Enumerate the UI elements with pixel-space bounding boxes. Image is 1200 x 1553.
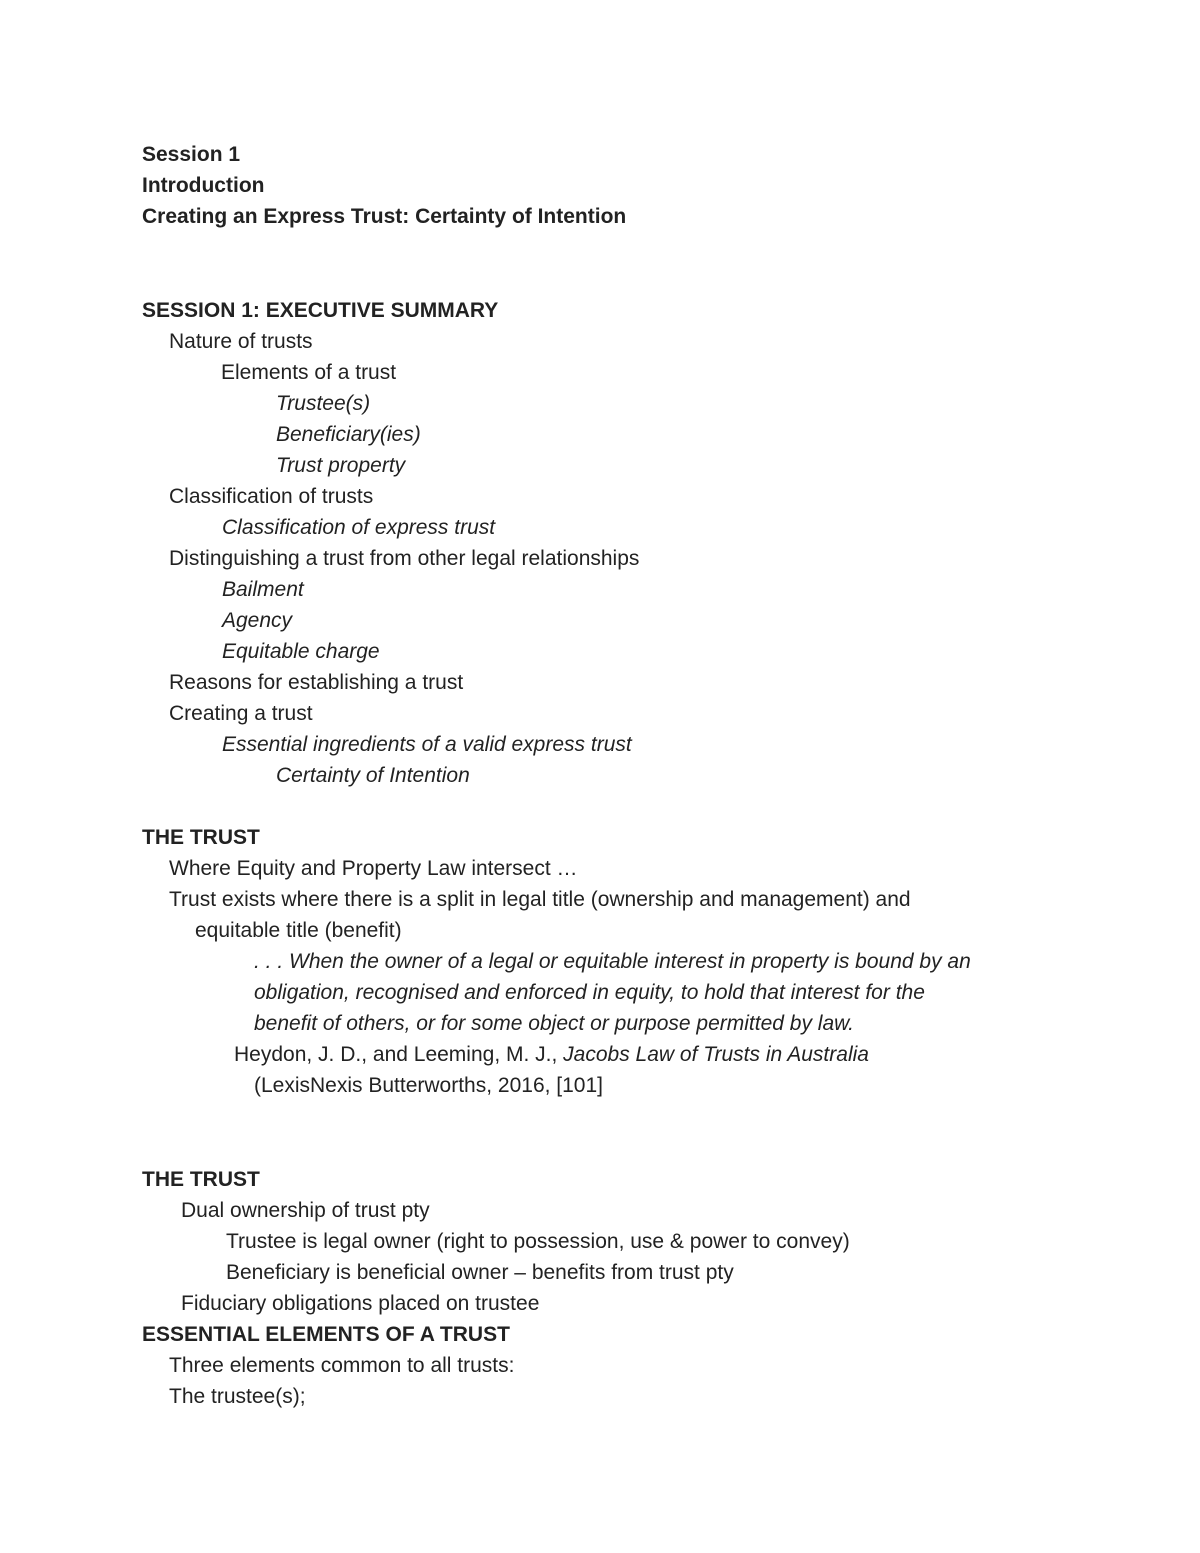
section-heading-the-trust: THE TRUST xyxy=(142,1168,260,1191)
session-heading: Session 1 xyxy=(142,143,241,166)
topic-heading: Creating an Express Trust: Certainty of Intention xyxy=(142,205,627,228)
body-text: Dual ownership of trust pty xyxy=(181,1199,430,1222)
quote-text: benefit of others, or for some object or purpose permitted by law. xyxy=(254,1012,854,1035)
body-text: Three elements common to all trusts: xyxy=(169,1354,515,1377)
body-text: Trust exists where there is a split in legal title (ownership and management) and xyxy=(169,888,911,911)
body-text: Where Equity and Property Law intersect … xyxy=(169,857,578,880)
summary-item: Essential ingredients of a valid express trust xyxy=(222,733,632,756)
summary-item: Distinguishing a trust from other legal relationships xyxy=(169,547,640,570)
citation-authors: Heydon, J. D., and Leeming, M. J., xyxy=(234,1043,564,1066)
section-heading-the-trust: THE TRUST xyxy=(142,826,260,849)
summary-item: Equitable charge xyxy=(222,640,380,663)
executive-summary-heading: SESSION 1: EXECUTIVE SUMMARY xyxy=(142,299,499,322)
summary-item: Agency xyxy=(222,609,293,632)
summary-item: Classification of trusts xyxy=(169,485,374,508)
body-text: Beneficiary is beneficial owner – benefits from trust pty xyxy=(226,1261,734,1284)
summary-item: Certainty of Intention xyxy=(276,764,470,787)
quote-text: obligation, recognised and enforced in equity, to hold that interest for the xyxy=(254,981,925,1004)
summary-item: Creating a trust xyxy=(169,702,313,725)
summary-item: Elements of a trust xyxy=(221,361,397,384)
body-text: The trustee(s); xyxy=(169,1385,306,1408)
summary-item: Trust property xyxy=(276,454,406,477)
summary-item: Nature of trusts xyxy=(169,330,313,353)
summary-item: Beneficiary(ies) xyxy=(276,423,421,446)
citation xyxy=(234,1042,869,1068)
quote-text: . . . When the owner of a legal or equitable interest in property is bound by an xyxy=(254,950,971,973)
body-text: Fiduciary obligations placed on trustee xyxy=(181,1292,540,1315)
section-heading-essential-elements: ESSENTIAL ELEMENTS OF A TRUST xyxy=(142,1323,510,1346)
introduction-heading: Introduction xyxy=(142,174,265,197)
body-text: equitable title (benefit) xyxy=(195,919,402,942)
summary-item: Reasons for establishing a trust xyxy=(169,671,464,694)
summary-item: Classification of express trust xyxy=(222,516,496,539)
citation-title: Jacobs Law of Trusts in Australia xyxy=(563,1043,869,1066)
body-text: Trustee is legal owner (right to possession, use & power to convey) xyxy=(226,1230,850,1253)
citation-publisher: (LexisNexis Butterworths, 2016, [101] xyxy=(254,1074,604,1097)
summary-item: Bailment xyxy=(222,578,304,601)
summary-item: Trustee(s) xyxy=(276,392,371,415)
